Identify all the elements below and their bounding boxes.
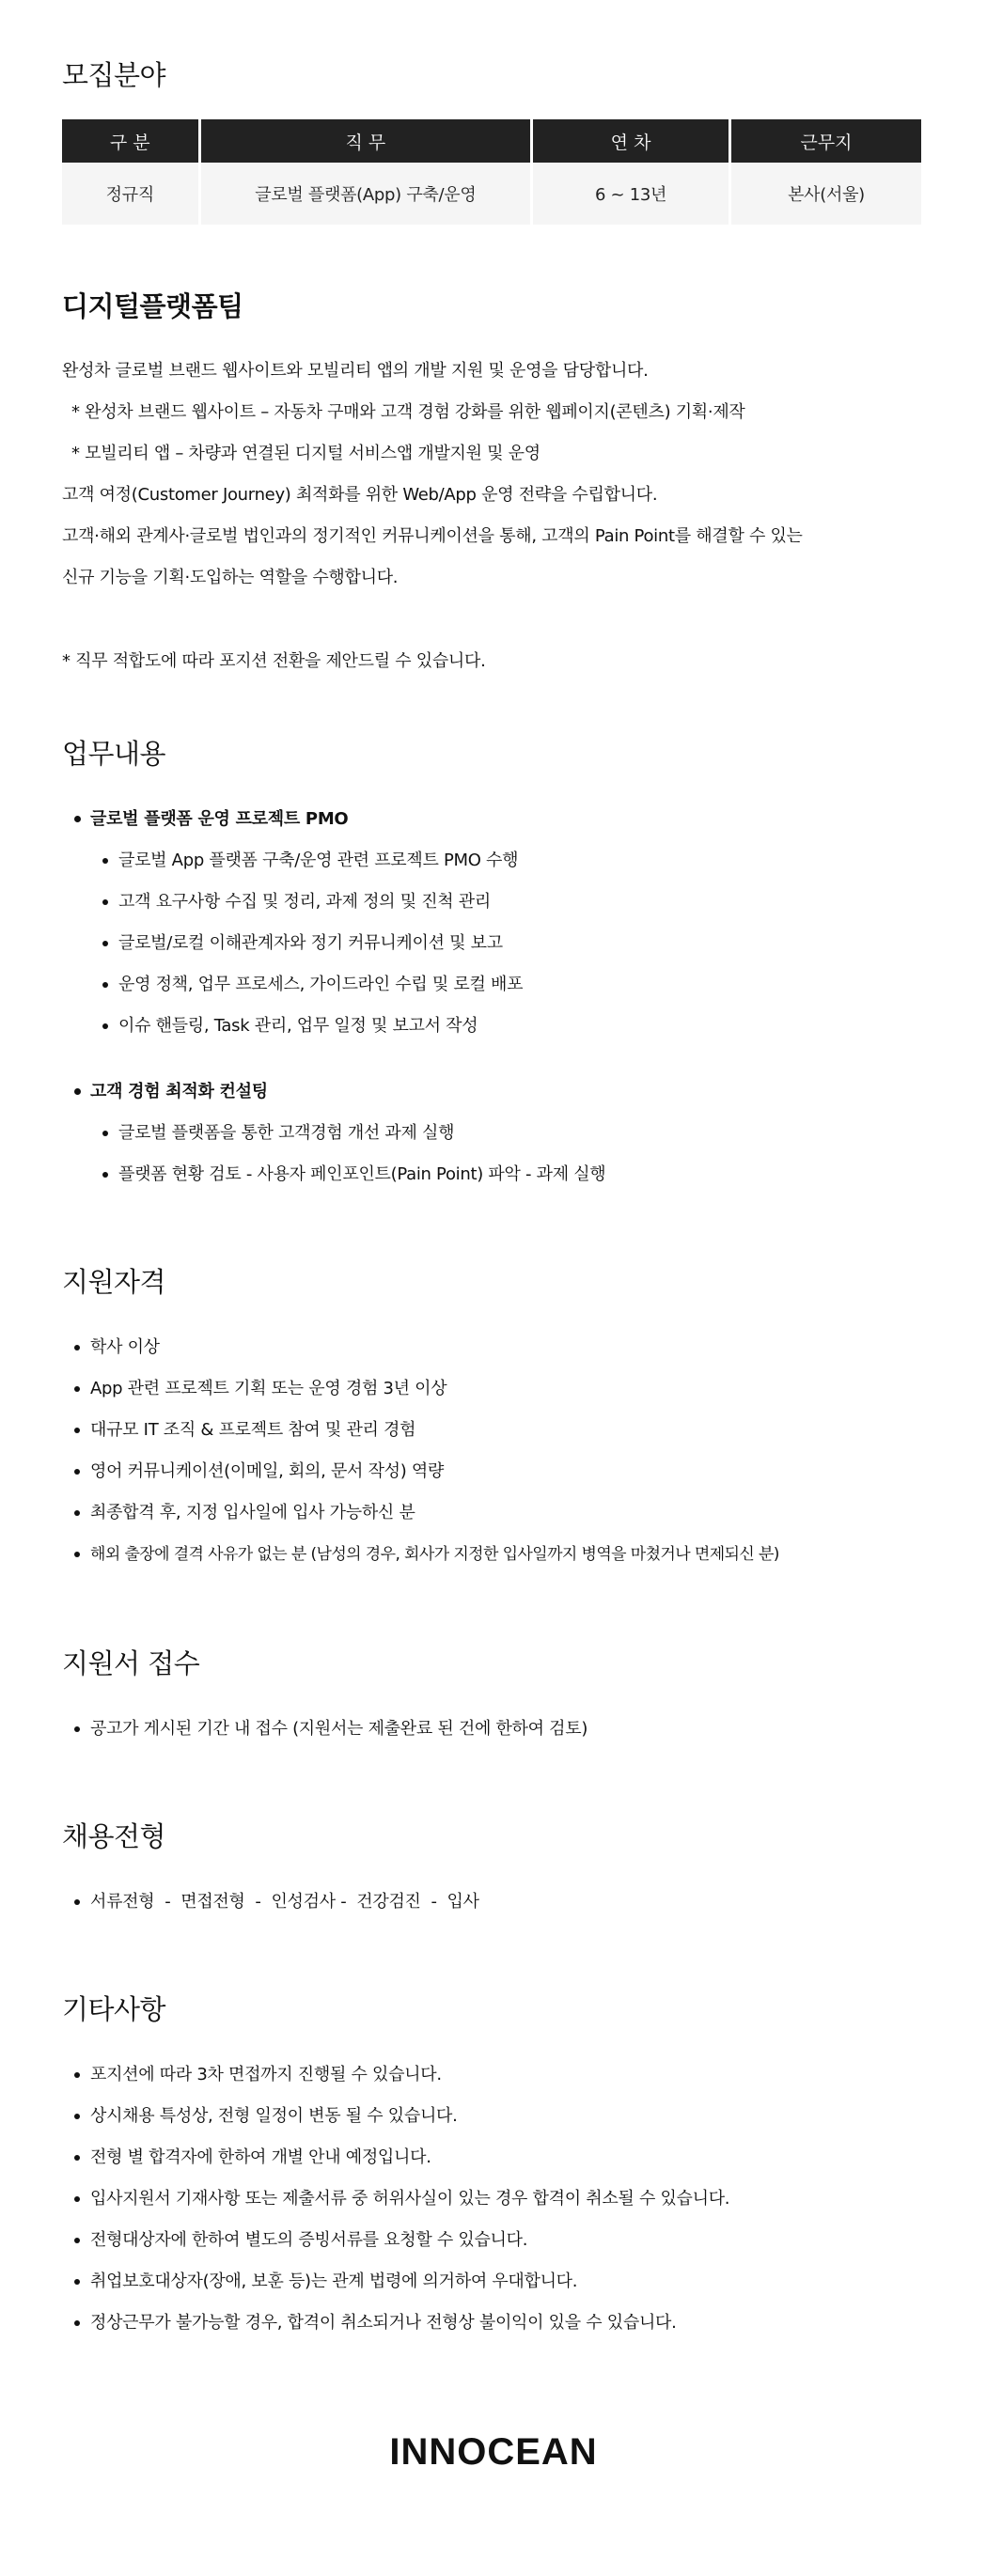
recruit-table-wrap bbox=[62, 119, 924, 225]
list-item: 상시채용 특성상, 전형 일정이 변동 될 수 있습니다. bbox=[62, 2096, 927, 2137]
application-title: 지원서 접수 bbox=[62, 1647, 200, 1679]
process-title: 채용전형 bbox=[62, 1820, 166, 1852]
list-item: 전형대상자에 한하여 별도의 증빙서류를 요청할 수 있습니다. bbox=[62, 2220, 927, 2261]
team-line: * 완성차 브랜드 웹사이트 – 자동차 구매와 고객 경험 강화를 위한 웹페이지(콘텐츠) 기획·제작 bbox=[71, 402, 745, 422]
list-item: 해외 출장에 결격 사유가 없는 분 (남성의 경우, 회사가 지정한 입사일까지 병역을 마쳤거나 면제되신 분) bbox=[62, 1534, 946, 1575]
list-item: 글로벌 플랫폼을 통한 고객경험 개선 과제 실행 bbox=[62, 1113, 927, 1154]
duties-title: 업무내용 bbox=[62, 738, 166, 770]
list-item: 정상근무가 불가능할 경우, 합격이 취소되거나 전형상 불이익이 있을 수 있습니다. bbox=[62, 2303, 927, 2344]
header-type: 구 분 bbox=[62, 119, 198, 163]
duty-group-label: 고객 경험 최적화 컨설팅 bbox=[62, 1071, 927, 1113]
recruit-table bbox=[59, 119, 924, 225]
list-item: 전형 별 합격자에 한하여 개별 안내 예정입니다. bbox=[62, 2137, 927, 2178]
list-item: 글로벌/로컬 이해관계자와 정기 커뮤니케이션 및 보고 bbox=[62, 923, 927, 964]
team-line: 신규 기능을 기획·도입하는 역할을 수행합니다. bbox=[62, 568, 399, 587]
duty-group-label: 글로벌 플랫폼 운영 프로젝트 PMO bbox=[62, 799, 927, 840]
list-item: 서류전형 - 면접전형 - 인성검사 - 건강검진 - 입사 bbox=[62, 1881, 927, 1923]
recruit-table-header-row bbox=[62, 119, 921, 163]
team-line: * 모빌리티 앱 – 차량과 연결된 디지털 서비스앱 개발지원 및 운영 bbox=[71, 444, 540, 463]
table-row bbox=[62, 163, 921, 225]
duties-group-2 bbox=[62, 1071, 927, 1195]
cell-years: 6 ~ 13년 bbox=[533, 163, 728, 225]
team-title: 디지털플랫폼팀 bbox=[62, 290, 243, 322]
list-item: App 관련 프로젝트 기획 또는 운영 경험 3년 이상 bbox=[62, 1368, 946, 1410]
list-item: 최종합격 후, 지정 입사일에 입사 가능하신 분 bbox=[62, 1492, 946, 1534]
cell-type: 정규직 bbox=[62, 163, 198, 225]
qualifications-title: 지원자격 bbox=[62, 1266, 166, 1298]
cell-location: 본사(서울) bbox=[731, 163, 921, 225]
cell-job: 글로벌 플랫폼(App) 구축/운영 bbox=[201, 163, 531, 225]
process-list bbox=[62, 1881, 927, 1923]
list-item: 대규모 IT 조직 & 프로젝트 참여 및 관리 경험 bbox=[62, 1410, 946, 1451]
team-line: 고객 여정(Customer Journey) 최적화를 위한 Web/App 운영 전략을 수립합니다. bbox=[62, 485, 658, 505]
etc-list bbox=[62, 2054, 927, 2344]
innocean-logo: INNOCEAN bbox=[389, 2431, 598, 2473]
list-item: 고객 요구사항 수집 및 정리, 과제 정의 및 진척 관리 bbox=[62, 882, 927, 923]
list-item: 운영 정책, 업무 프로세스, 가이드라인 수립 및 로컬 배포 bbox=[62, 964, 927, 1006]
header-job: 직 무 bbox=[201, 119, 531, 163]
list-item: 학사 이상 bbox=[62, 1327, 946, 1368]
etc-title: 기타사항 bbox=[62, 1993, 166, 2025]
team-note: * 직무 적합도에 따라 포지션 전환을 제안드릴 수 있습니다. bbox=[62, 651, 486, 671]
list-item: 영어 커뮤니케이션(이메일, 회의, 문서 작성) 역량 bbox=[62, 1451, 946, 1492]
team-line: 고객·해외 관계사·글로벌 법인과의 정기적인 커뮤니케이션을 통해, 고객의 Pain Point를 해결할 수 있는 bbox=[62, 526, 803, 546]
list-item: 포지션에 따라 3차 면접까지 진행될 수 있습니다. bbox=[62, 2054, 927, 2096]
list-item: 입사지원서 기재사항 또는 제출서류 중 허위사실이 있는 경우 합격이 취소될 수 있습니다. bbox=[62, 2178, 927, 2220]
qualifications-list bbox=[62, 1327, 946, 1575]
team-description bbox=[62, 351, 927, 599]
header-years: 연 차 bbox=[533, 119, 728, 163]
list-item: 글로벌 App 플랫폼 구축/운영 관련 프로젝트 PMO 수행 bbox=[62, 840, 927, 882]
list-item: 이슈 핸들링, Task 관리, 업무 일정 및 보고서 작성 bbox=[62, 1006, 927, 1047]
duties-group-1 bbox=[62, 799, 927, 1047]
list-item: 취업보호대상자(장애, 보훈 등)는 관계 법령에 의거하여 우대합니다. bbox=[62, 2261, 927, 2303]
application-list bbox=[62, 1709, 927, 1750]
list-item: 플랫폼 현황 검토 - 사용자 페인포인트(Pain Point) 파악 - 과제 실행 bbox=[62, 1154, 927, 1195]
recruit-field-title: 모집분야 bbox=[62, 59, 166, 91]
list-item: 공고가 게시된 기간 내 접수 (지원서는 제출완료 된 건에 한하여 검토) bbox=[62, 1709, 927, 1750]
header-location: 근무지 bbox=[731, 119, 921, 163]
team-line: 완성차 글로벌 브랜드 웹사이트와 모빌리티 앱의 개발 지원 및 운영을 담당합니다. bbox=[62, 361, 649, 381]
